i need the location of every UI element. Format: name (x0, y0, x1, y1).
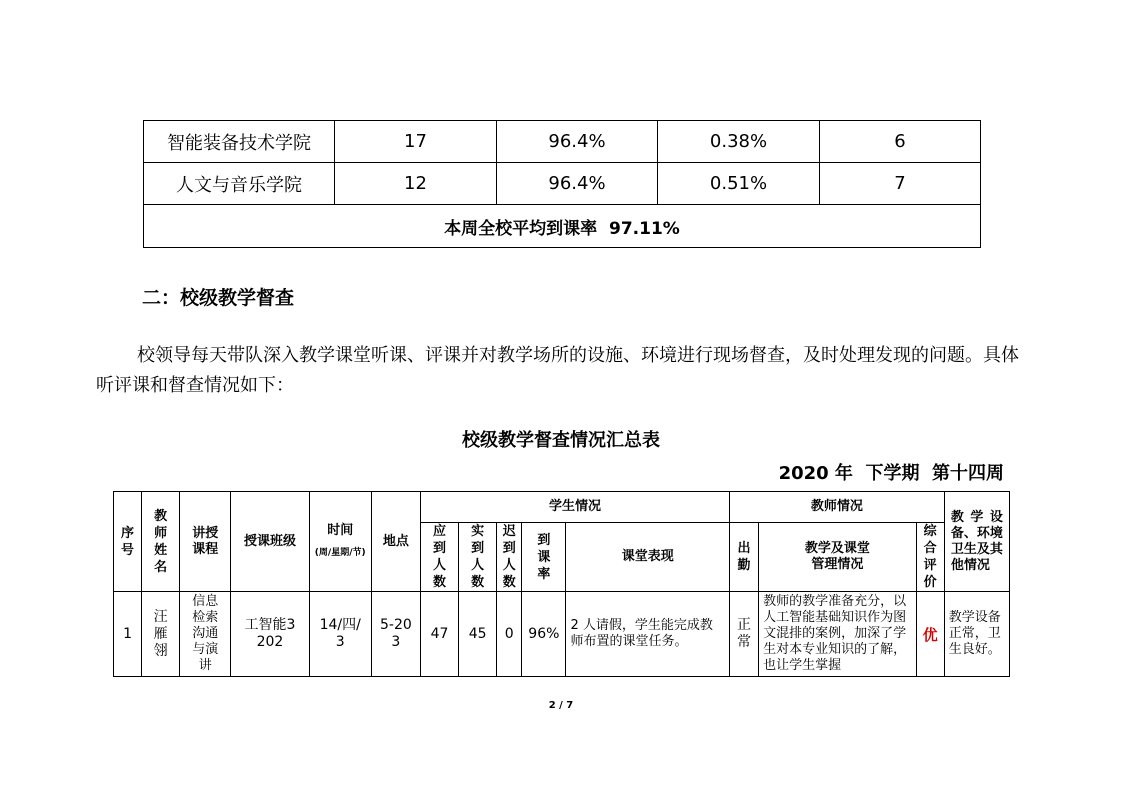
header-late: 迟到人数 (497, 523, 522, 592)
college-name: 智能装备技术学院 (144, 121, 335, 163)
attendance-table (143, 120, 981, 248)
header-row (114, 492, 1010, 523)
row-teacher: 汪雁翎 (142, 592, 180, 677)
row-seq: 1 (114, 592, 142, 677)
header-management: 教学及课堂管理情况 (759, 523, 917, 592)
row-attendance: 正常 (729, 592, 758, 677)
average-attendance-summary: 本周全校平均到课率 97.11% (144, 205, 981, 248)
row-actual: 45 (459, 592, 497, 677)
section-heading: 二：校级教学督查 (142, 287, 295, 309)
header-facility: 教学设备、环境卫生及其他情况 (944, 492, 1009, 592)
row-evaluation: 优 (916, 592, 944, 677)
header-time (309, 492, 371, 592)
page-number: 2 / 7 (548, 700, 574, 711)
row-rate: 96% (522, 592, 566, 677)
row-management: 教师的教学准备充分，以人工智能基础知识作为图文混排的案例，加深了学生对本专业知识的了解，也让学生掌握 (759, 592, 917, 677)
summary-row (144, 205, 981, 248)
header-teacher-group: 教师情况 (729, 492, 944, 523)
table-title: 校级教学督查情况汇总表 (462, 430, 660, 451)
inspection-table (113, 491, 1010, 677)
header-actual: 实到人数 (459, 523, 497, 592)
header-attendance: 出勤 (729, 523, 758, 592)
row-late: 0 (497, 592, 522, 677)
row-location: 5-203 (371, 592, 420, 677)
header-course: 讲授课程 (180, 492, 231, 592)
count-cell: 12 (335, 163, 497, 205)
college-name: 人文与音乐学院 (144, 163, 335, 205)
count-cell: 17 (335, 121, 497, 163)
pct-cell: 0.38% (658, 121, 820, 163)
row-facility: 教学设备正常，卫生良好。 (944, 592, 1009, 677)
n-cell: 6 (820, 121, 981, 163)
table-row (114, 592, 1010, 677)
row-expected: 47 (420, 592, 458, 677)
row-time: 14/四/3 (309, 592, 371, 677)
row-performance: 2 人请假，学生能完成教师布置的课堂任务。 (566, 592, 730, 677)
header-location: 地点 (371, 492, 420, 592)
rate-cell: 96.4% (497, 121, 658, 163)
header-teacher: 教师姓名 (142, 492, 180, 592)
n-cell: 7 (820, 163, 981, 205)
intro-paragraph: 校领导每天带队深入教学课堂听课、评课并对教学场所的设施、环境进行现场督查，及时处理发现的问题。具体听评课和督查情况如下： (96, 345, 1019, 396)
row-class: 工智能3202 (231, 592, 309, 677)
header-evaluation: 综合评价 (916, 523, 944, 592)
rate-cell: 96.4% (497, 163, 658, 205)
header-time-sub: (周/星期/节) (314, 547, 366, 558)
pct-cell: 0.51% (658, 163, 820, 205)
header-seq: 序号 (114, 492, 142, 592)
header-performance: 课堂表现 (566, 523, 730, 592)
header-class: 授课班级 (231, 492, 309, 592)
header-expected: 应到人数 (420, 523, 458, 592)
header-rate: 到课率 (522, 523, 566, 592)
term-line: 2020 年 下学期 第十四周 (778, 463, 1004, 484)
table-row (144, 121, 981, 163)
header-time-label: 时间 (327, 522, 354, 538)
table-row (144, 163, 981, 205)
row-course: 信息检索沟通与演讲 (180, 592, 231, 677)
header-student-group: 学生情况 (420, 492, 729, 523)
